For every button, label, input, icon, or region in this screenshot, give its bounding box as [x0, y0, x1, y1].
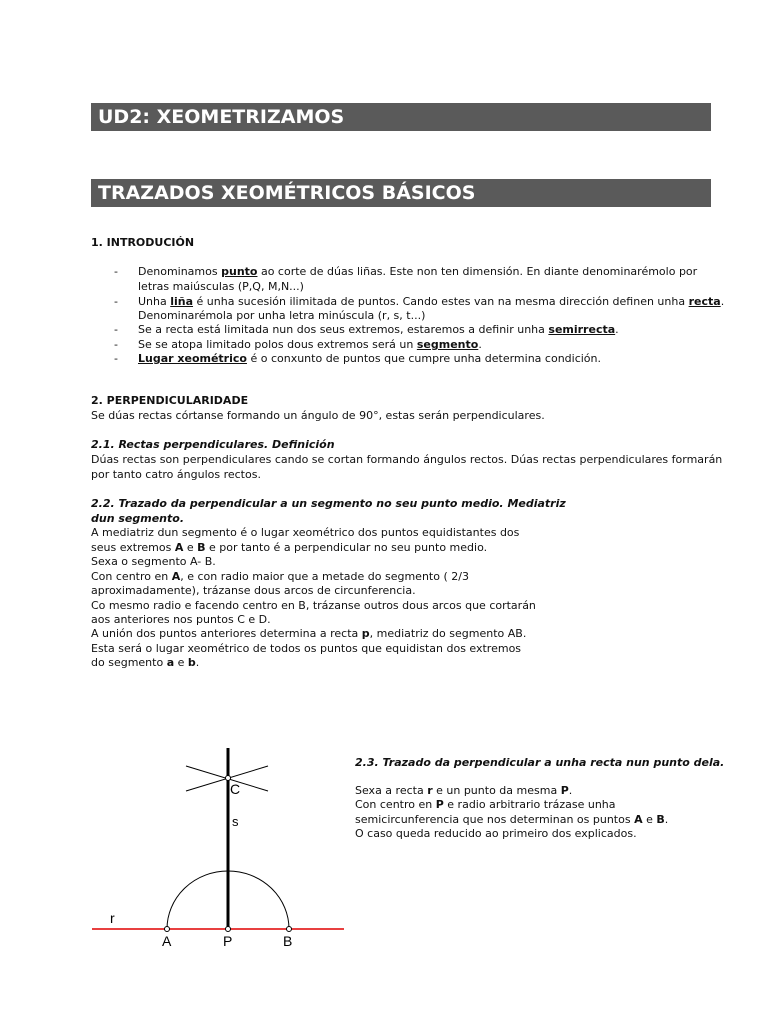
s22-text-7: aos anteriores nos puntos C e D. — [91, 613, 271, 626]
s22-text-10: do segmento a e b. — [91, 656, 200, 669]
intro-heading: 1. INTRODUCIÓN — [91, 236, 195, 249]
s21-heading: 2.1. Rectas perpendiculares. Definición — [91, 438, 335, 451]
point-A-marker — [165, 927, 170, 932]
s22-text-8: A unión dos puntos anteriores determina a recta p, mediatriz do segmento AB. — [91, 627, 527, 640]
term-segmento: segmento — [416, 338, 479, 351]
point-P-marker — [226, 927, 231, 932]
point-B-marker — [287, 927, 292, 932]
label-A: A — [162, 933, 172, 949]
label-s: s — [232, 814, 239, 829]
s22-text-5: aproximadamente), trázanse dous arcos de circunferencia. — [91, 584, 416, 597]
perp-text: Se dúas rectas córtanse formando un ángulo de 90°, estas serán perpendiculares. — [91, 409, 545, 422]
s23-text-4: O caso queda reducido ao primeiro dos explicados. — [355, 827, 637, 840]
s22-text-6: Co mesmo radio e facendo centro en B, trázanse outros dous arcos que cortarán — [91, 599, 536, 612]
label-P: P — [223, 933, 233, 949]
s23-heading: 2.3. Trazado da perpendicular a unha recta nun punto dela. — [355, 756, 725, 769]
s21-text-1: Dúas rectas son perpendiculares cando se cortan formando ángulos rectos. Dúas rectas perpendiculares formarán — [91, 453, 723, 466]
bullet-dash: - — [114, 323, 118, 336]
s22-text-4: Con centro en A, e con radio maior que a metade do segmento ( 2/3 — [91, 570, 469, 583]
s23-text-2: Con centro en P e radio arbitrario trázase unha — [355, 798, 616, 811]
bullet-dash: - — [114, 265, 118, 278]
label-B: B — [283, 933, 293, 949]
s23-text-3: semicircunferencia que nos determinan os puntos A e B. — [355, 813, 669, 826]
label-C: C — [230, 781, 241, 797]
term-semirrecta: semirrecta — [548, 323, 616, 336]
point-C-marker — [226, 776, 231, 781]
perp-heading: 2. PERPENDICULARIDADE — [91, 394, 249, 407]
term-recta: recta — [688, 295, 721, 308]
s22-heading: 2.2. Trazado da perpendicular a un segmento no seu punto medio. Mediatriz — [91, 497, 566, 510]
bullet-dash: - — [114, 295, 118, 308]
label-r: r — [110, 910, 115, 926]
term-lina: liña — [170, 295, 194, 308]
intro-bullet-1-line2: letras maiúsculas (P,Q, M,N...) — [138, 280, 304, 293]
intro-bullet-2: Unha liña é unha sucesión ilimitada de puntos. Cando estes van na mesma dirección definen unha recta. — [138, 295, 725, 308]
bullet-dash: - — [114, 338, 118, 351]
s22-text-2: seus extremos A e B e por tanto é a perpendicular no seu punto medio. — [91, 541, 488, 554]
unit-title-banner: UD2: XEOMETRIZAMOS — [91, 103, 711, 131]
term-lugar-xeometrico: Lugar xeométrico — [138, 352, 247, 365]
s22-text-9: Esta será o lugar xeométrico de todos os puntos que equidistan dos extremos — [91, 642, 522, 655]
intro-bullet-3: Se a recta está limitada nun dos seus extremos, estaremos a definir unha semirrecta. — [138, 323, 619, 336]
term-punto: punto — [221, 265, 258, 278]
s22-heading-2: dun segmento. — [91, 512, 184, 525]
s22-text-3: Sexa o segmento A- B. — [91, 555, 216, 568]
s22-text-1: A mediatriz dun segmento é o lugar xeométrico dos puntos equidistantes dos — [91, 526, 520, 539]
intro-bullet-1: Denominamos punto ao corte de dúas liñas. Este non ten dimensión. En diante denominarémolo por — [138, 265, 698, 278]
s23-text-1: Sexa a recta r e un punto da mesma P. — [355, 784, 573, 797]
s21-text-2: por tanto catro ángulos rectos. — [91, 468, 261, 481]
intro-bullet-5: Lugar xeométrico é o conxunto de puntos que cumpre unha determina condición. — [138, 352, 602, 365]
bullet-dash: - — [114, 352, 118, 365]
intro-bullet-2-line2: Denominarémola por unha letra minúscula (r, s, t...) — [138, 309, 426, 322]
section-title-banner: TRAZADOS XEOMÉTRICOS BÁSICOS — [91, 179, 711, 207]
intro-bullet-4: Se se atopa limitado polos dous extremos será un segmento. — [138, 338, 482, 351]
